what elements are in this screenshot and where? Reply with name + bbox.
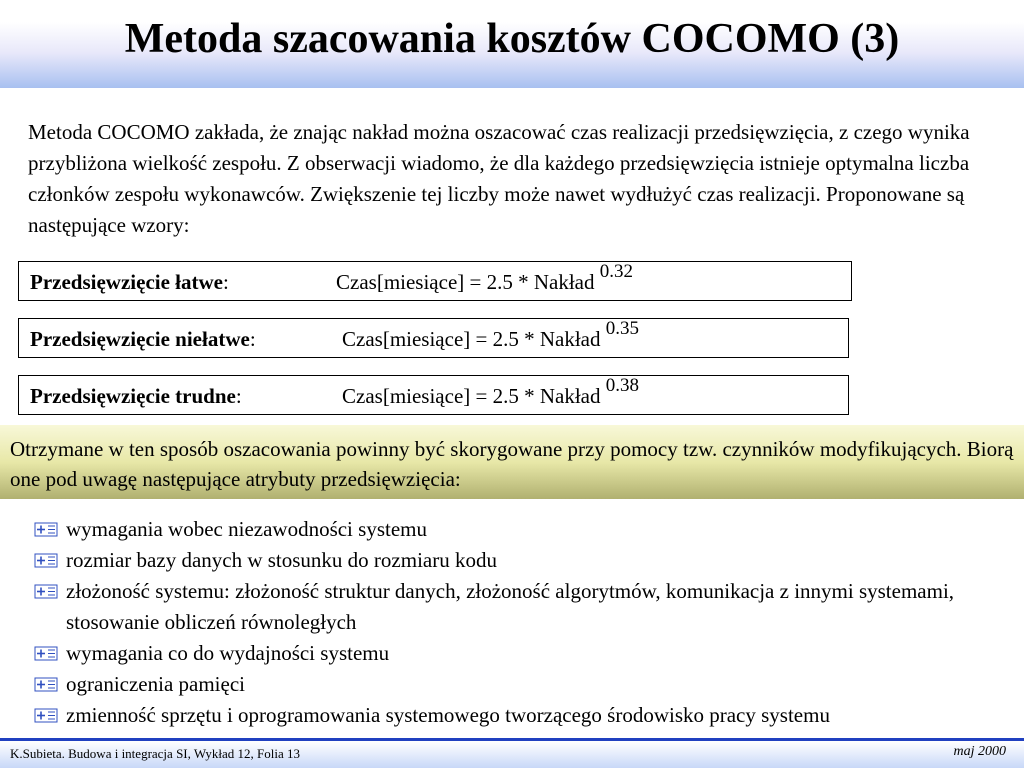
list-item	[34, 545, 1019, 576]
document-plus-icon	[34, 522, 58, 537]
list-item-text: złożoność systemu: złożoność struktur danych, złożoność algorytmów, komunikacja z innymi systemami, stosowanie obliczeń równoległych	[66, 579, 955, 634]
list-item-text: wymagania wobec niezawodności systemu	[66, 517, 427, 541]
intro-paragraph: Metoda COCOMO zakłada, że znając nakład można oszacować czas realizacji przedsięwzięcia, z czego wynika przybliżona wielkość zespołu. Z obserwacji wiadomo, że dla każdego przedsięwzięcia istnieje optymalna liczba członków zespołu wykonawców. Zwiększenie tej liczby może nawet wydłużyć czas realizacji. Proponowane są następujące wzory:	[28, 120, 970, 237]
formula-name: Przedsięwzięcie trudne:	[30, 384, 242, 408]
list-item-text: zmienność sprzętu i oprogramowania systemowego tworzącego środowisko pracy systemu	[66, 703, 830, 727]
formula-expression: Czas[miesiące] = 2.5 * Nakład $^{0.38}$	[342, 375, 640, 408]
slide-title: Metoda szacowania kosztów COCOMO (3)	[124, 16, 900, 62]
formula-box-medium	[18, 318, 849, 358]
formula-expression: Czas[miesiące] = 2.5 * Nakład $^{0.32}$	[336, 261, 634, 294]
list-item-text: rozmiar bazy danych w stosunku do rozmiaru kodu	[66, 548, 497, 572]
document-plus-icon	[34, 584, 58, 599]
list-item	[34, 700, 1019, 731]
document-plus-icon	[34, 677, 58, 692]
formula-box-easy	[18, 261, 852, 301]
formula-exponent: 0.32	[599, 261, 634, 282]
list-item-text: ograniczenia pamięci	[66, 672, 245, 696]
list-item	[34, 576, 1019, 638]
list-item	[34, 638, 1019, 669]
formula-box-hard	[18, 375, 849, 415]
list-item-text: wymagania co do wydajności systemu	[66, 641, 390, 665]
formula-name: Przedsięwzięcie niełatwe:	[30, 327, 256, 351]
list-item	[34, 669, 1019, 700]
formula-exponent: 0.35	[605, 318, 640, 339]
document-plus-icon	[34, 646, 58, 661]
formula-expression: Czas[miesiące] = 2.5 * Nakład $^{0.35}$	[342, 318, 640, 351]
band-text: Otrzymane w ten sposób oszacowania powinny być skorygowane przy pomocy tzw. czynników modyfikujących. Biorą one pod uwagę następujące atrybuty przedsięwzięcia:	[10, 437, 1014, 491]
formula-name: Przedsięwzięcie łatwe:	[30, 270, 229, 294]
document-plus-icon	[34, 708, 58, 723]
document-plus-icon	[34, 553, 58, 568]
footer-credit: K.Subieta. Budowa i integracja SI, Wykład 12, Folia 13	[10, 746, 300, 761]
attribute-list	[34, 514, 1019, 731]
list-item	[34, 514, 1019, 545]
footer-date: maj 2000	[953, 744, 1006, 759]
formula-exponent: 0.38	[605, 375, 640, 396]
